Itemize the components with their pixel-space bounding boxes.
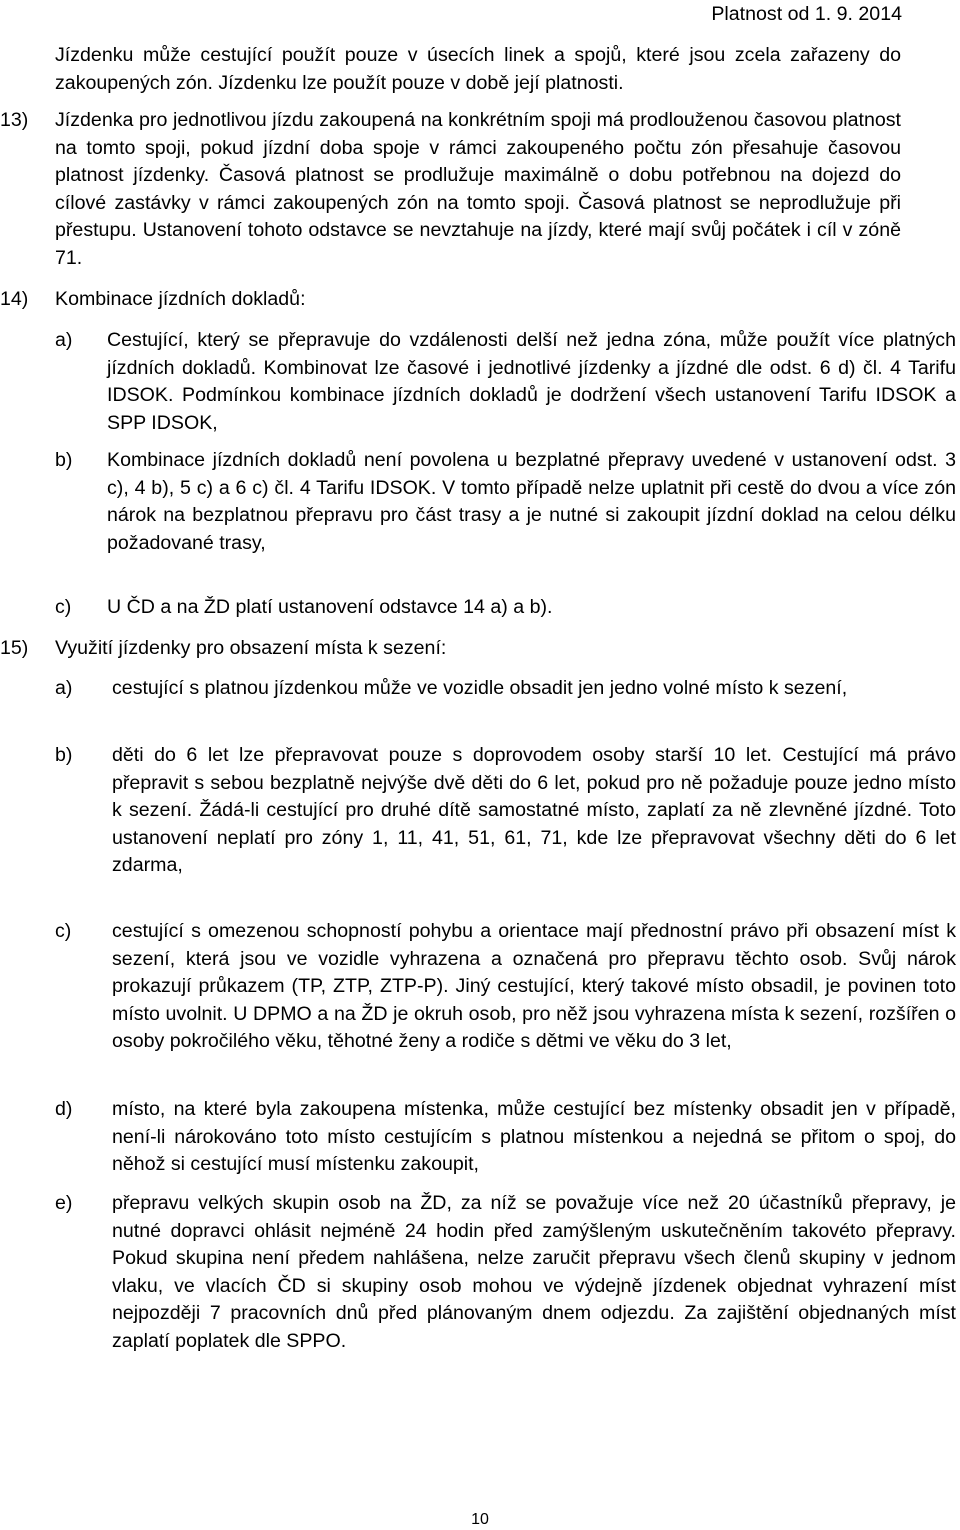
list-item-text: místo, na které byla zakoupena místenka, může cestující bez místenky obsadit jen v případě, není-li nárokováno toto místo cestujícím s platnou místenkou a nejedná se přitom o spoj, do něhož si cestující musí místenku zakoupit, (112, 1098, 956, 1176)
section-13-number: 13) (0, 109, 29, 131)
validity-header: Platnost od 1. 9. 2014 (711, 3, 902, 25)
list-item-label: e) (55, 1192, 73, 1214)
list-item-text: U ČD a na ŽD platí ustanovení odstavce 14 a) a b). (107, 596, 553, 618)
list-item-text: Cestující, který se přepravuje do vzdálenosti delší než jedna zóna, může použít více platných jízdních dokladů. Kombinovat lze časové i jednotlivé jízdenky a jízdné dle odst. 6 d) čl. 4 Tarifu IDSOK. Podmínkou kombinace jízdních dokladů je dodržení všech ustanovení Tarifu IDSOK a SPP IDSOK, (107, 329, 956, 434)
list-item-text: cestující s omezenou schopností pohybu a orientace mají přednostní právo při obsazení míst k sezení, která jsou ve vozidle vyhrazena a označená pro přepravu těchto osob. Svůj nárok prokazují průkazem (TP, ZTP, ZTP-P). Jiný cestující, který takové místo obsadil, je povinen toto místo uvolnit. U DPMO a na ŽD je okruh osob, pro něž jsou vyhrazena místa k sezení, rozšířen o osoby pokročilého věku, těhotné ženy a rodiče s dětmi ve věku do 3 let, (112, 920, 956, 1053)
list-item-label: c) (55, 920, 72, 942)
list-item-label: b) (55, 449, 73, 471)
list-item-text: děti do 6 let lze přepravovat pouze s doprovodem osoby starší 10 let. Cestující má právo přepravit s sebou bezplatně nejvýše dvě děti do 6 let, pokud pro ně požaduje pouze jedno místo k sezení. Žádá-li cestující pro druhé dítě samostatné místo, zaplatí za ně zlevněné jízdné. Toto ustanovení neplatí pro zóny 1, 11, 41, 51, 61, 71, kde lze přepravovat všechny děti do 6 let zdarma, (112, 744, 956, 877)
list-item-label: a) (55, 329, 73, 351)
section-13-text: Jízdenka pro jednotlivou jízdu zakoupená na konkrétním spoji má prodlouženou časovou platnost na tomto spoji, pokud jízdní doba spoje v rámci zakoupeného počtu zón přesahuje časovou platnost jízdenky. Časová platnost se prodlužuje maximálně o dobu potřebnou na dojezd do cílové zastávky v rámci zakoupených zón na tomto spoji. Časová platnost se neprodlužuje při přestupu. Ustanovení tohoto odstavce se nevztahuje na jízdy, které mají svůj počátek i cíl v zóně 71. (55, 109, 901, 269)
list-item-text: Kombinace jízdních dokladů není povolena u bezplatné přepravy uvedené v ustanovení odst. 3 c), 4 b), 5 c) a 6 c) čl. 4 Tarifu IDSOK. V tomto případě nelze uplatnit při cestě do dvou a více zón nárok na bezplatnou přepravu pro část trasy a je nutné si zakoupit jízdní doklad na celou délku požadované trasy, (107, 449, 956, 554)
list-item-label: a) (55, 677, 73, 699)
section-15-number: 15) (0, 637, 29, 659)
list-item-label: c) (55, 596, 72, 618)
list-item-text: přepravu velkých skupin osob na ŽD, za níž se považuje více než 20 účastníků přepravy, je nutné dopravci ohlásit nejméně 24 hodin před zamýšleným uskutečněním takovéto přepravy. Pokud skupina není předem nahlášena, nelze zaručit přepravu všech členů skupiny v jednom vlaku, ve vlacích ČD si skupiny osob mohou ve výdejně jízdenek objednat vyhrazení míst nejpozději 7 pracovních dnů před plánovaným dnem odjezdu. Za zajištění objednaných míst zaplatí poplatek dle SPPO. (112, 1192, 956, 1352)
list-item-text: cestující s platnou jízdenkou může ve vozidle obsadit jen jedno volné místo k sezení, (112, 677, 848, 699)
list-item-label: d) (55, 1098, 73, 1120)
intro-paragraph: Jízdenku může cestující použít pouze v úsecích linek a spojů, které jsou zcela zařazeny do zakoupených zón. Jízdenku lze použít pouze v době její platnosti. (55, 44, 901, 94)
section-15-title: Využití jízdenky pro obsazení místa k sezení: (55, 637, 447, 659)
list-item-label: b) (55, 744, 73, 766)
section-14-title: Kombinace jízdních dokladů: (55, 288, 306, 310)
section-14-number: 14) (0, 288, 29, 310)
page-number: 10 (471, 1511, 489, 1528)
